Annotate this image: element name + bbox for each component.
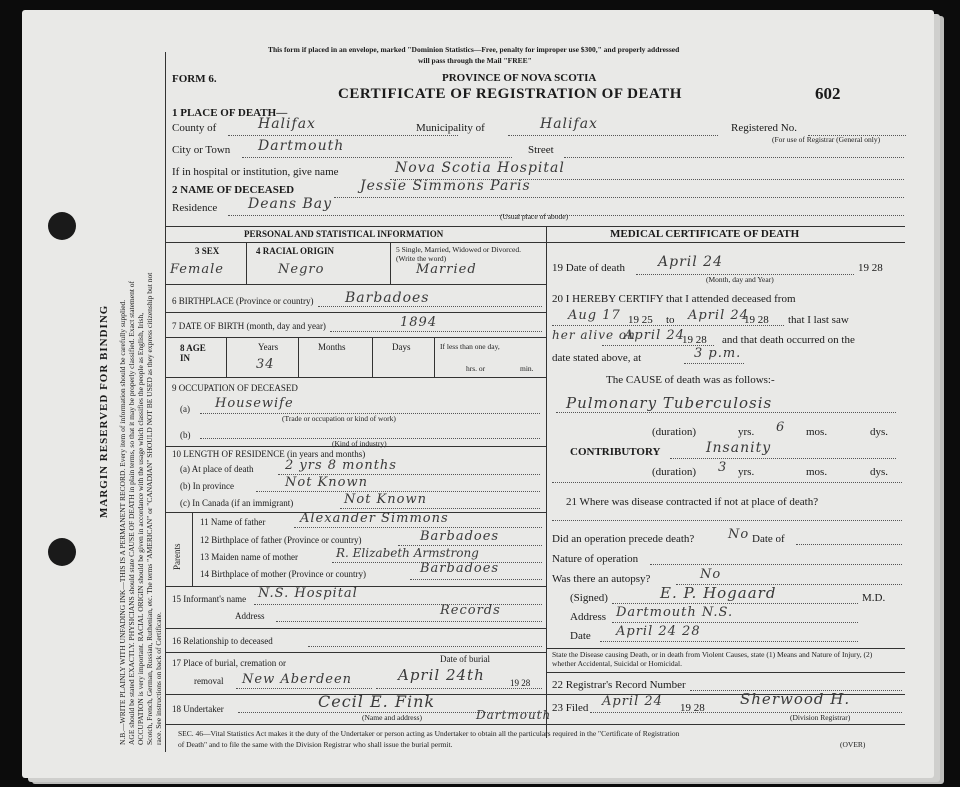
father-bp-value: Barbadoes: [420, 529, 500, 544]
occurred-label: and that death occurred on the: [722, 334, 855, 346]
mother-bp-value: Barbadoes: [420, 561, 500, 576]
certificate-title: CERTIFICATE OF REGISTRATION OF DEATH: [338, 86, 682, 102]
father-bp-label: 12 Birthplace of father (Province or country): [200, 535, 362, 545]
death-date-value: April 24: [658, 254, 723, 270]
sex-label: 3 SEX: [195, 246, 220, 256]
alive-on-value: April 24: [624, 328, 685, 343]
race-label: 4 RACIAL ORIGIN: [256, 246, 335, 256]
contributory-label: CONTRIBUTORY: [570, 446, 661, 458]
occupation-value: Housewife: [215, 396, 294, 411]
cause-duration-label: (duration): [652, 426, 696, 438]
residence-value: Deans Bay: [248, 196, 333, 212]
occupation-b: (b): [180, 430, 191, 440]
marital-label: 5 Single, Married, Widowed or Divorced. (Write the word): [396, 245, 521, 263]
signed-label: (Signed): [570, 592, 608, 604]
informant-value: N.S. Hospital: [258, 586, 358, 601]
hospital-value: Nova Scotia Hospital: [395, 160, 565, 176]
sex-value: Female: [170, 262, 224, 277]
burial-place-value: New Aberdeen: [242, 672, 353, 687]
attended-to-year: 19 28: [744, 314, 769, 326]
city-label: City or Town: [172, 144, 231, 156]
contrib-duration-label: (duration): [652, 466, 696, 478]
parents-label: Parents: [172, 543, 182, 570]
mail-notice-2: will pass through the Mail "FREE": [418, 56, 532, 65]
sec46-line1: SEC. 46—Vital Statistics Act makes it the duty of the Undertaker or person acting as Undertaker to obtain all the particulars required in the "Certificate of Registration: [178, 729, 680, 738]
margin-note-2: AGE should be stated EXACTLY. PHYSICIANS should state CAUSE OF DEATH in plain terms, so that it may be properly classified. Exact statement of: [127, 280, 136, 745]
sec46-line2: of Death" and to file the same with the Division Registrar who shall issue the burial permit.: [178, 740, 453, 749]
mother-value: R. Elizabeth Armstrong: [336, 546, 479, 560]
dob-value: 1894: [400, 315, 438, 330]
years-label: Years: [258, 342, 279, 352]
certify-label: 20 I HEREBY CERTIFY that I attended deceased from: [552, 293, 796, 305]
md-label: M.D.: [862, 592, 886, 604]
date-stated-label: date stated above, at: [552, 352, 642, 364]
autopsy-label: Was there an autopsy?: [552, 573, 651, 585]
informant-address-label: Address: [235, 611, 265, 621]
mother-label: 13 Maiden name of mother: [200, 552, 298, 562]
province-label: PROVINCE OF NOVA SCOTIA: [442, 72, 597, 84]
marital-value: Married: [416, 262, 477, 277]
mail-notice-1: This form if placed in an envelope, marked "Dominion Statistics—Free, penalty for improper use $300," and properly addressed: [268, 45, 680, 54]
filed-label: 23 Filed: [552, 702, 589, 714]
street-label: Street: [528, 144, 554, 156]
cause-dys-label: dys.: [870, 426, 889, 438]
days-label: Days: [392, 342, 411, 352]
death-year-value: 19 28: [858, 262, 883, 274]
race-value: Negro: [278, 262, 325, 277]
record-number-label: 22 Registrar's Record Number: [552, 679, 686, 691]
state-disease-note: State the Disease causing Death, or in death from Violent Causes, state (1) Means and Nature of Injury, (2) whether Accidental, Suicidal or Homicidal.: [552, 650, 873, 668]
cause-label: The CAUSE of death was as follows:-: [606, 374, 775, 386]
death-date-label: 19 Date of death: [552, 262, 625, 274]
contracted-label: 21 Where was disease contracted if not at place of death?: [566, 496, 819, 508]
physician-address-value: Dartmouth N.S.: [616, 605, 734, 620]
mother-bp-label: 14 Birthplace of mother (Province or country): [200, 569, 366, 579]
personal-heading: PERSONAL AND STATISTICAL INFORMATION: [244, 229, 444, 239]
signed-value: E. P. Hogaard: [660, 584, 777, 602]
age-label: 8 AGE IN: [180, 343, 206, 363]
registrar-note: (For use of Registrar (General only): [772, 135, 881, 144]
lastsaw-label: that I last saw: [788, 314, 849, 326]
margin-reserved: MARGIN RESERVED FOR BINDING: [98, 304, 110, 518]
occupation-a: (a): [180, 404, 190, 414]
certificate-date-label: Date: [570, 630, 591, 642]
physician-address-label: Address: [570, 611, 607, 623]
residence-length-heading: 10 LENGTH OF RESIDENCE (in years and months): [172, 449, 366, 459]
margin-note-1: N.B.—WRITE PLAINLY WITH UNFADING INK—THIS IS A PERMANENT RECORD. Every item of information should be carefully supplied.: [118, 299, 127, 745]
dob-label: 7 DATE OF BIRTH (month, day and year): [172, 321, 326, 331]
over-label: (OVER): [840, 740, 866, 749]
column-divider: [546, 226, 547, 738]
res-a-value: 2 yrs 8 months: [285, 458, 397, 473]
deceased-name-label: 2 NAME OF DECEASED: [172, 184, 295, 196]
father-label: 11 Name of father: [200, 517, 266, 527]
undertaker-value: Cecil E. Fink: [318, 692, 436, 711]
months-label: Months: [318, 342, 346, 352]
municipality-label: Municipality of: [416, 122, 485, 134]
form-number: FORM 6.: [172, 73, 217, 85]
binder-hole-bottom: [48, 538, 76, 566]
res-c-label: (c) In Canada (if an immigrant): [180, 498, 294, 508]
contributory-value: Insanity: [706, 440, 772, 456]
alive-label: her alive on: [552, 328, 636, 342]
margin-note-5: race. See instructions on back of Certificate.: [154, 612, 163, 745]
medical-heading: MEDICAL CERTIFICATE OF DEATH: [610, 228, 800, 240]
informant-address-value: Records: [440, 603, 501, 618]
removal-label: removal: [194, 676, 224, 686]
birthplace-label: 6 BIRTHPLACE (Province or country): [172, 296, 314, 306]
undertaker-address-value: Dartmouth: [476, 708, 552, 722]
county-value: Halifax: [258, 116, 316, 132]
father-value: Alexander Simmons: [300, 511, 449, 526]
lessday-label: If less than one day,: [440, 342, 500, 351]
res-c-value: Not Known: [344, 492, 427, 507]
division-registrar-note: (Division Registrar): [790, 713, 851, 722]
death-time-value: 3 p.m.: [694, 346, 742, 361]
to-label: to: [666, 314, 675, 326]
occupation-a-note: (Trade or occupation or kind of work): [282, 414, 396, 423]
abode-note: (Usual place of abode): [500, 212, 569, 221]
hrs-label: hrs. or: [466, 364, 486, 373]
operation-value: No: [728, 527, 750, 542]
margin-note-3: OCCUPATION is very important. RACIAL ORIGIN should be given in accordance with the usage which classifies the people as English, Irish,: [136, 312, 145, 745]
residence-label: Residence: [172, 202, 218, 214]
contrib-yrs-label: yrs.: [738, 466, 755, 478]
years-value: 34: [256, 357, 275, 372]
alive-year: 19 28: [682, 334, 707, 346]
res-b-value: Not Known: [285, 475, 368, 490]
place-heading: 1 PLACE OF DEATH—: [172, 107, 288, 119]
operation-label: Did an operation precede death?: [552, 533, 695, 545]
hospital-label: If in hospital or institution, give name: [172, 166, 339, 178]
cause-duration-value: 6: [776, 420, 786, 435]
deceased-name-value: Jessie Simmons Paris: [360, 178, 531, 194]
burial-label: 17 Place of burial, cremation or: [172, 658, 286, 668]
city-value: Dartmouth: [258, 138, 345, 154]
occupation-label: 9 OCCUPATION OF DECEASED: [172, 383, 298, 393]
occupation-b-note: (Kind of industry): [332, 439, 387, 448]
res-b-label: (b) In province: [180, 481, 234, 491]
certificate-number: 602: [815, 84, 841, 103]
margin-note-4: Scotch, French, German, Russian, Ruthenian, etc. The terms "AMERICAN" or "CANADIAN" SHOULD NOT BE USED as they express citizenship but not: [145, 272, 154, 745]
informant-label: 15 Informant's name: [172, 594, 247, 604]
nature-label: Nature of operation: [552, 553, 639, 565]
birthplace-value: Barbadoes: [345, 290, 430, 306]
death-date-note: (Month, day and Year): [706, 275, 774, 284]
undertaker-label: 18 Undertaker: [172, 704, 224, 714]
res-a-label: (a) At place of death: [180, 464, 254, 474]
burial-year-value: 19 28: [510, 678, 531, 688]
filed-year: 19 28: [680, 702, 705, 714]
min-label: min.: [520, 364, 534, 373]
operation-date-label: Date of: [752, 533, 785, 545]
relationship-label: 16 Relationship to deceased: [172, 636, 273, 646]
filed-value: April 24: [602, 694, 663, 709]
attended-from-year: 19 25: [628, 314, 653, 326]
registered-no-label: Registered No.: [731, 122, 797, 134]
registrar-signature: Sherwood H.: [740, 690, 851, 708]
contrib-mos-label: mos.: [806, 466, 828, 478]
undertaker-note: (Name and address): [362, 713, 422, 722]
county-label: County of: [172, 122, 217, 134]
cause-yrs-label: yrs.: [738, 426, 755, 438]
form-left-border: [165, 52, 166, 752]
municipality-value: Halifax: [540, 116, 598, 132]
contrib-dys-label: dys.: [870, 466, 889, 478]
attended-from-value: Aug 17: [568, 308, 621, 323]
cause-value: Pulmonary Tuberculosis: [566, 394, 773, 412]
certificate-date-value: April 24 28: [616, 624, 701, 639]
cause-mos-label: mos.: [806, 426, 828, 438]
binder-hole-top: [48, 212, 76, 240]
burial-date-value: April 24th: [398, 666, 485, 684]
burial-date-label: Date of burial: [440, 654, 490, 664]
autopsy-value: No: [700, 567, 722, 582]
attended-to-value: April 24: [688, 308, 749, 323]
contrib-duration-value: 3: [718, 460, 728, 475]
